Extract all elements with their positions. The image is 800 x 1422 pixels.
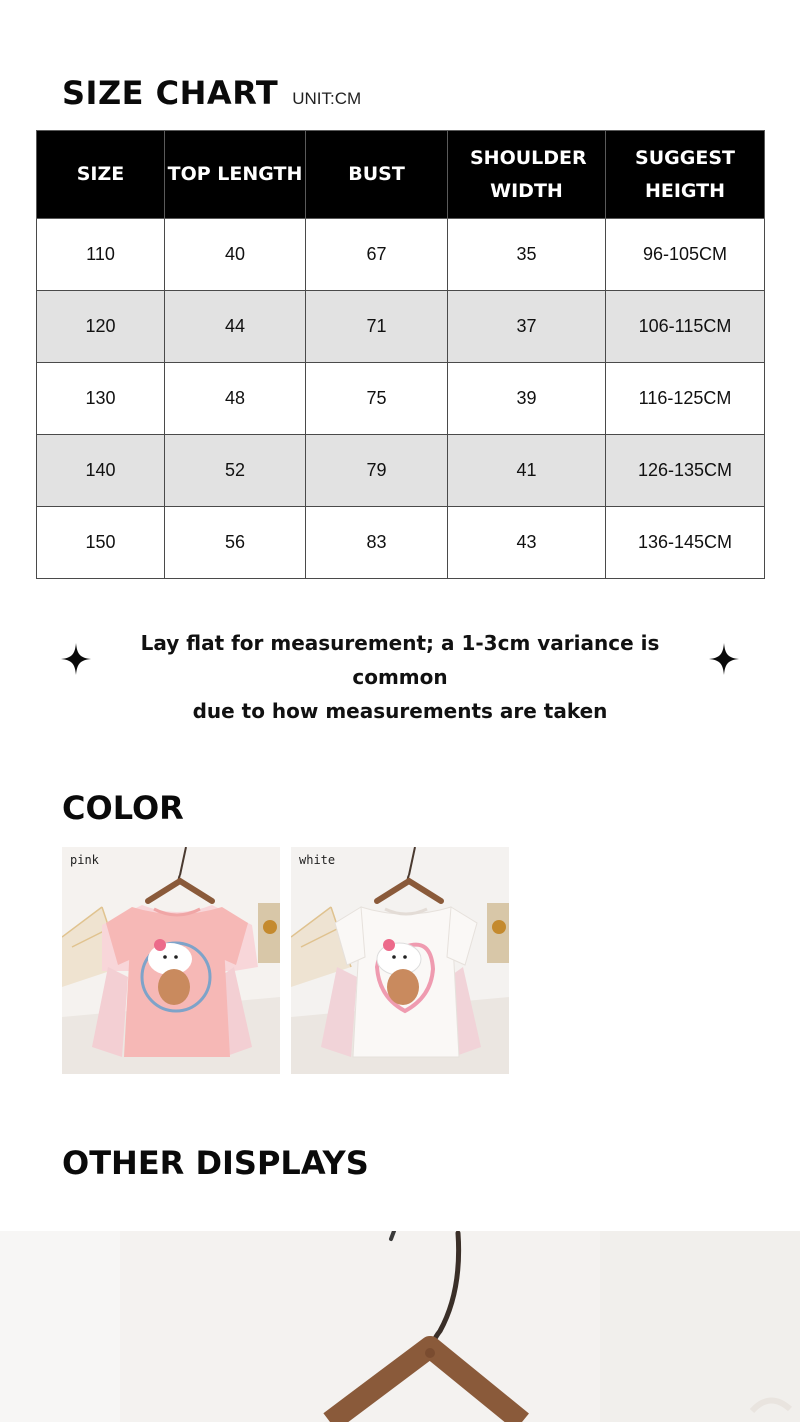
other-displays-title: OTHER DISPLAYS: [62, 1144, 369, 1182]
size-chart-table: [36, 130, 765, 579]
swatch-label: pink: [70, 853, 99, 867]
measurement-note-line2: due to how measurements are taken: [192, 699, 608, 723]
table-row: [37, 507, 765, 579]
header-size: SIZE: [37, 131, 165, 219]
cell-shoulder-width: 39: [448, 363, 606, 435]
pink-shirt-image: [62, 847, 280, 1074]
color-swatch-white[interactable]: [291, 847, 509, 1074]
cell-bust: 71: [306, 291, 448, 363]
measurement-note: [100, 626, 700, 728]
size-chart-heading: [62, 74, 361, 112]
cell-bust: 67: [306, 219, 448, 291]
table-row: [37, 363, 765, 435]
cell-top-length: 52: [165, 435, 306, 507]
header-shoulder-width: SHOULDER WIDTH: [448, 131, 606, 219]
table-row: [37, 435, 765, 507]
cell-size: 140: [37, 435, 165, 507]
cell-size: 130: [37, 363, 165, 435]
cell-shoulder-width: 41: [448, 435, 606, 507]
table-header-row: [37, 131, 765, 219]
table-row: [37, 291, 765, 363]
cell-size: 110: [37, 219, 165, 291]
cell-shoulder-width: 37: [448, 291, 606, 363]
cell-size: 150: [37, 507, 165, 579]
cell-bust: 75: [306, 363, 448, 435]
cell-suggest-height: 96-105CM: [606, 219, 765, 291]
product-display-image: [0, 1231, 800, 1422]
cell-bust: 79: [306, 435, 448, 507]
four-point-star-icon: [709, 643, 739, 675]
header-suggest-height: SUGGEST HEIGTH: [606, 131, 765, 219]
color-swatch-pink[interactable]: [62, 847, 280, 1074]
size-chart-title: SIZE CHART: [62, 74, 279, 112]
color-section-title: COLOR: [62, 789, 184, 827]
cell-shoulder-width: 35: [448, 219, 606, 291]
cell-top-length: 44: [165, 291, 306, 363]
cell-top-length: 48: [165, 363, 306, 435]
cell-suggest-height: 136-145CM: [606, 507, 765, 579]
cell-top-length: 40: [165, 219, 306, 291]
cell-top-length: 56: [165, 507, 306, 579]
cell-bust: 83: [306, 507, 448, 579]
four-point-star-icon: [61, 643, 91, 675]
cell-suggest-height: 106-115CM: [606, 291, 765, 363]
header-bust: BUST: [306, 131, 448, 219]
measurement-note-line1: Lay flat for measurement; a 1-3cm variance is common: [140, 631, 660, 689]
cell-suggest-height: 116-125CM: [606, 363, 765, 435]
cell-suggest-height: 126-135CM: [606, 435, 765, 507]
size-chart-unit: UNIT:CM: [292, 89, 362, 108]
table-row: [37, 219, 765, 291]
swatch-label: white: [299, 853, 336, 867]
header-top-length: TOP LENGTH: [165, 131, 306, 219]
white-shirt-image: [291, 847, 509, 1074]
cell-size: 120: [37, 291, 165, 363]
cell-shoulder-width: 43: [448, 507, 606, 579]
